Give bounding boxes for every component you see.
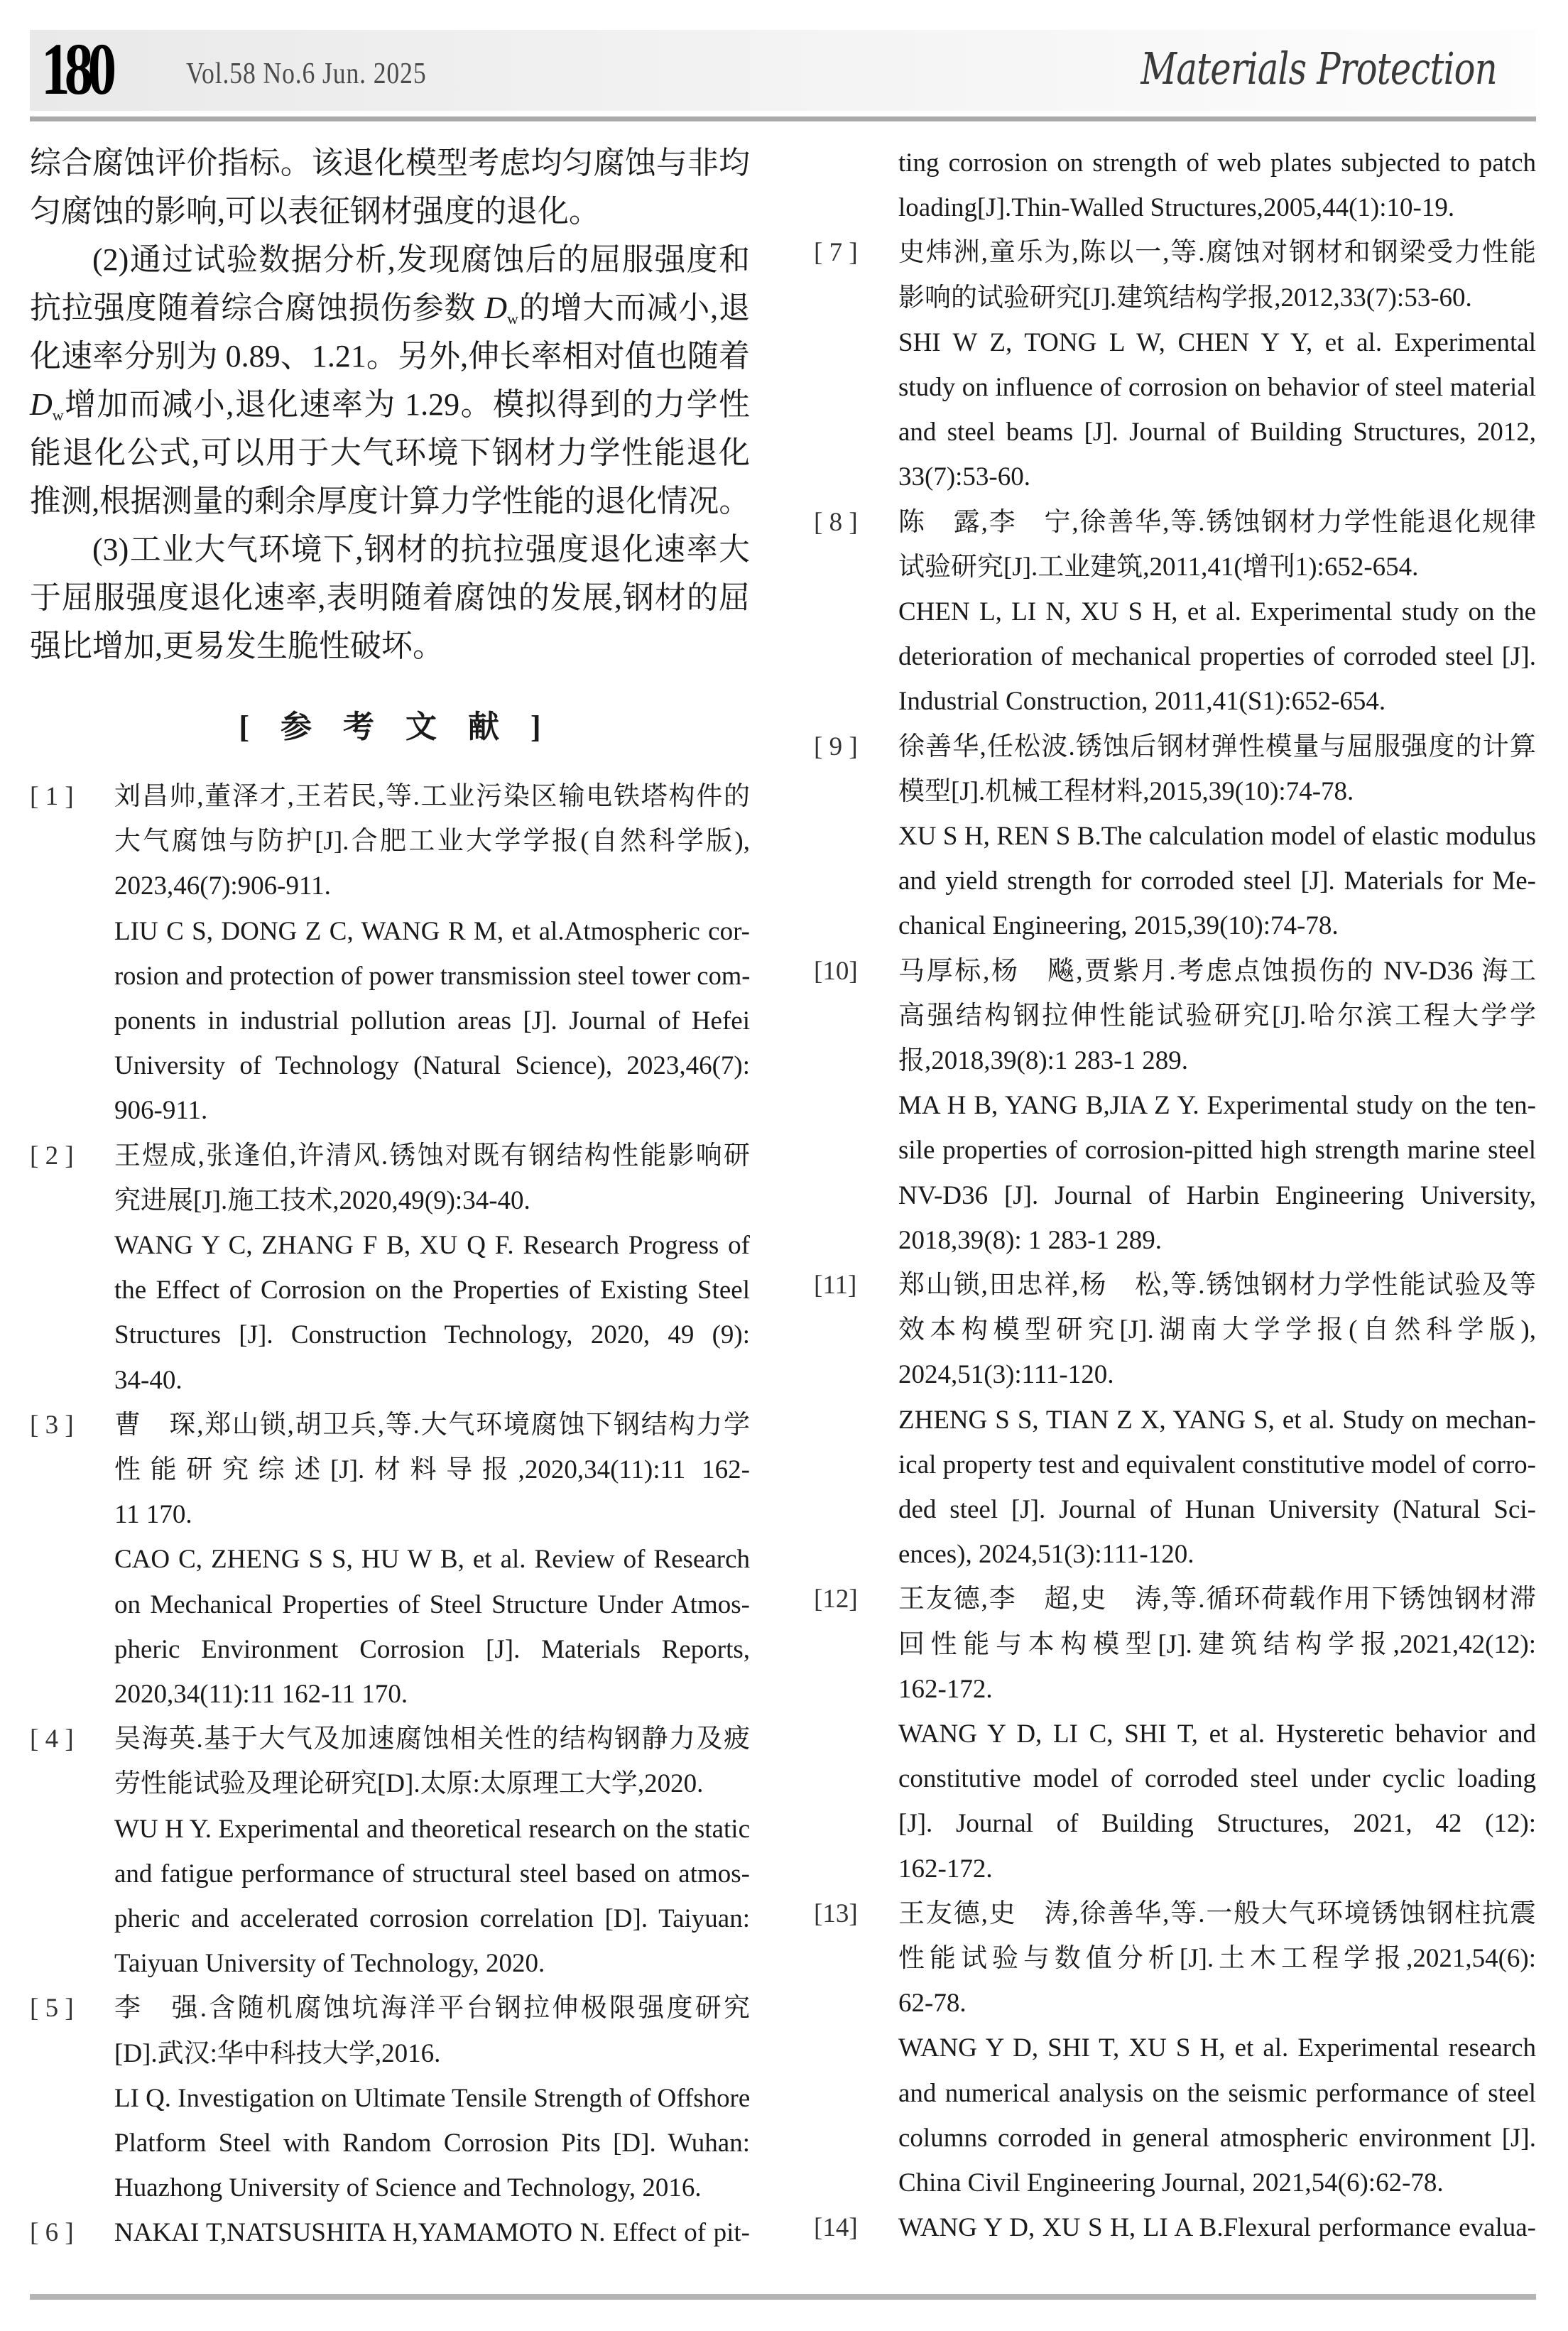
journal-name: Materials Protection (1140, 43, 1497, 94)
reference-en-line: 906-911. (114, 1096, 208, 1126)
reference-en-line: WANG Y D, LI C, SHI T, et al. Hysteretic behavior and (898, 1719, 1536, 1749)
body-text-line: 综合腐蚀评价指标。该退化模型考虑均匀腐蚀与非均 (30, 146, 750, 180)
variable-symbol: D (484, 290, 508, 325)
variable-symbol: D (30, 387, 53, 422)
reference-en-line: columns corroded in general atmospheric environment [J]. (898, 2123, 1536, 2153)
reference-en-line: LI Q. Investigation on Ultimate Tensile Strength of Offshore (114, 2083, 751, 2113)
reference-en-line: University of Technology (Natural Science), 2023,46(7): (114, 1051, 750, 1081)
reference-en-line: ences), 2024,51(3):111-120. (898, 1540, 1194, 1570)
text-segment: 的增大而减小,退 (518, 290, 751, 325)
reference-number: [ 8 ] (814, 507, 858, 537)
reference-en-line: and numerical analysis on the seismic performance of steel (898, 2078, 1536, 2108)
reference-en-line: deterioration of mechanical properties of corroded steel [J]. (898, 642, 1536, 672)
body-text-line: 强比增加,更易发生脆性破坏。 (30, 629, 444, 663)
reference-en-line: Huazhong University of Science and Technology, 2016. (114, 2173, 702, 2203)
text-segment: 增加而减小,退化速率为 1.29。模拟得到的力学性 (63, 387, 750, 422)
reference-en-line: ponents in industrial pollution areas [J]. Journal of Hefei (114, 1006, 750, 1036)
reference-en-line: and steel beams [J]. Journal of Building Structures, 2012, (898, 418, 1536, 447)
reference-en-line: and fatigue performance of structural steel based on atmos- (114, 1859, 750, 1889)
body-text-line (30, 284, 750, 332)
reference-en-line: CAO C, ZHENG S S, HU W B, et al. Review of Research (114, 1545, 750, 1575)
reference-cn-line: 王友德,史 涛,徐善华,等.一般大气环境锈蚀钢柱抗震 (898, 1898, 1536, 1928)
reference-cn-line: 究进展[J].施工技术,2020,49(9):34-40. (114, 1185, 530, 1215)
reference-cn-line: 劳性能试验及理论研究[D].太原:太原理工大学,2020. (114, 1769, 704, 1799)
reference-cn-line: 郑山锁,田忠祥,杨 松,等.锈蚀钢材力学性能试验及等 (898, 1271, 1536, 1300)
body-text-line: 匀腐蚀的影响,可以表征钢材强度的退化。 (30, 194, 600, 229)
reference-en-line: 2018,39(8): 1 283-1 289. (898, 1225, 1162, 1255)
reference-cn-line: 曹 琛,郑山锁,胡卫兵,等.大气环境腐蚀下钢结构力学 (114, 1410, 750, 1440)
body-text-line (30, 381, 750, 429)
reference-cn-line: 模型[J].机械工程材料,2015,39(10):74-78. (898, 776, 1354, 806)
footer-divider (30, 2294, 1536, 2300)
body-text-line: 推测,根据测量的剩余厚度计算力学性能的退化情况。 (30, 484, 750, 518)
text-segment: 抗拉强度随着综合腐蚀损伤参数 (30, 290, 485, 325)
reference-cn-line: 62-78. (898, 1989, 967, 2018)
reference-cn-line: 马厚标,杨 飚,贾紫月.考虑点蚀损伤的 NV-D36 海工 (898, 956, 1536, 986)
reference-cn-line: 162-172. (898, 1674, 993, 1704)
reference-en-line: study on influence of corrosion on behavior of steel material (898, 373, 1536, 402)
reference-cn-line: 11 170. (114, 1500, 192, 1530)
reference-en-line: CHEN L, LI N, XU S H, et al. Experimental study on the (898, 597, 1536, 626)
reference-en-line: WANG Y D, SHI T, XU S H, et al. Experimental research (898, 2033, 1536, 2063)
reference-en-line: NV-D36 [J]. Journal of Harbin Engineering University, (898, 1180, 1536, 1210)
reference-en-line: constitutive model of corroded steel under cyclic loading (898, 1764, 1536, 1794)
reference-en-line: the Effect of Corrosion on the Properties of Existing Steel (114, 1276, 750, 1305)
reference-number: [ 6 ] (30, 2218, 74, 2248)
page-number: 180 (41, 28, 111, 110)
reference-en-line: ical property test and equivalent constitutive model of corro- (898, 1450, 1536, 1479)
reference-en-line: Industrial Construction, 2011,41(S1):652-654. (898, 687, 1386, 717)
reference-en-line: Platform Steel with Random Corrosion Pits [D]. Wuhan: (114, 2129, 750, 2158)
reference-number: [13] (814, 1898, 858, 1928)
reference-en-line: NAKAI T,NATSUSHITA H,YAMAMOTO N. Effect of pit- (114, 2218, 750, 2248)
reference-en-line: ting corrosion on strength of web plates subjected to patch (898, 148, 1536, 178)
reference-cn-line: 效本构模型研究[J].湖南大学学报(自然科学版), (898, 1315, 1536, 1345)
reference-cn-line: 报,2018,39(8):1 283-1 289. (898, 1046, 1188, 1075)
reference-en-line: ded steel [J]. Journal of Hunan University (Natural Sci- (898, 1495, 1536, 1524)
reference-cn-line: 徐善华,任松波.锈蚀后钢材弹性模量与屈服强度的计算 (898, 732, 1536, 761)
reference-en-line: pheric and accelerated corrosion correlation [D]. Taiyuan: (114, 1904, 750, 1933)
reference-en-line: Taiyuan University of Technology, 2020. (114, 1949, 545, 1979)
reference-cn-line: 李 强.含随机腐蚀坑海洋平台钢拉伸极限强度研究 (114, 1994, 750, 2023)
reference-number: [ 2 ] (30, 1141, 74, 1170)
reference-en-line: sile properties of corrosion-pitted high strength marine steel (898, 1136, 1536, 1166)
reference-cn-line: 陈 露,李 宁,徐善华,等.锈蚀钢材力学性能退化规律 (898, 507, 1536, 537)
reference-cn-line: 试验研究[J].工业建筑,2011,41(增刊1):652-654. (898, 552, 1419, 582)
reference-en-line: and yield strength for corroded steel [J]. Materials for Me- (898, 866, 1536, 896)
reference-en-line: Structures [J]. Construction Technology, 2020, 49 (9): (114, 1320, 750, 1350)
reference-number: [11] (814, 1271, 857, 1300)
references-heading: [ 参 考 文 献 ] (239, 710, 541, 744)
reference-en-line: LIU C S, DONG Z C, WANG R M, et al.Atmospheric cor- (114, 916, 750, 946)
reference-en-line: XU S H, REN S B.The calculation model of elastic modulus (898, 822, 1536, 851)
body-text-line: 于屈服强度退化速率,表明随着腐蚀的发展,钢材的屈 (30, 580, 750, 615)
body-text-line: (3)工业大气环境下,钢材的抗拉强度退化速率大 (92, 532, 750, 567)
reference-cn-line: 2023,46(7):906-911. (114, 871, 331, 901)
body-text-line: 化速率分别为 0.89、1.21。另外,伸长率相对值也随着 (30, 339, 750, 374)
volume-issue-date: Vol.58 No.6 Jun. 2025 (186, 58, 427, 90)
reference-cn-line: 王友德,李 超,史 涛,等.循环荷载作用下锈蚀钢材滞 (898, 1585, 1536, 1614)
reference-number: [ 7 ] (814, 238, 858, 268)
reference-en-line: 33(7):53-60. (898, 462, 1030, 492)
reference-en-line: on Mechanical Properties of Steel Structure Under Atmos- (114, 1590, 750, 1619)
body-text-line: (2)通过试验数据分析,发现腐蚀后的屈服强度和 (92, 242, 750, 277)
reference-en-line: pheric Environment Corrosion [J]. Materials Reports, (114, 1634, 750, 1664)
variable-subscript: w (52, 406, 64, 424)
reference-number: [ 5 ] (30, 1994, 74, 2023)
reference-cn-line: 刘昌帅,董泽才,王若民,等.工业污染区输电铁塔构件的 (114, 782, 750, 811)
reference-cn-line: 高强结构钢拉伸性能试验研究[J].哈尔滨工程大学学 (898, 1001, 1536, 1031)
reference-en-line: chanical Engineering, 2015,39(10):74-78. (898, 911, 1339, 941)
reference-number: [ 3 ] (30, 1410, 74, 1440)
reference-cn-line: 史炜洲,童乐为,陈以一,等.腐蚀对钢材和钢梁受力性能 (898, 238, 1536, 268)
variable-subscript: w (507, 310, 518, 327)
reference-en-line: China Civil Engineering Journal, 2021,54(6):62-78. (898, 2168, 1444, 2197)
reference-en-line: WU H Y. Experimental and theoretical research on the static (114, 1814, 750, 1844)
reference-cn-line: 回性能与本构模型[J].建筑结构学报,2021,42(12): (898, 1629, 1536, 1659)
reference-en-line: loading[J].Thin-Walled Structures,2005,44(1):10-19. (898, 193, 1455, 223)
reference-en-line: [J]. Journal of Building Structures, 2021, 42 (12): (898, 1809, 1536, 1839)
reference-number: [10] (814, 956, 858, 986)
reference-cn-line: 2024,51(3):111-120. (898, 1360, 1114, 1390)
reference-en-line: WANG Y D, XU S H, LI A B.Flexural performance evalua- (898, 2213, 1536, 2243)
reference-cn-line: 性能试验与数值分析[J].土木工程学报,2021,54(6): (898, 1944, 1536, 1973)
reference-number: [ 9 ] (814, 732, 858, 761)
reference-number: [ 4 ] (30, 1724, 74, 1754)
reference-number: [14] (814, 2213, 858, 2243)
reference-cn-line: 王煜成,张逢伯,许清风.锈蚀对既有钢结构性能影响研 (114, 1141, 750, 1170)
body-text-line: 能退化公式,可以用于大气环境下钢材力学性能退化 (30, 435, 750, 470)
reference-cn-line: 影响的试验研究[J].建筑结构学报,2012,33(7):53-60. (898, 283, 1472, 313)
reference-cn-line: [D].武汉:华中科技大学,2016. (114, 2038, 441, 2068)
reference-en-line: WANG Y C, ZHANG F B, XU Q F. Research Progress of (114, 1231, 750, 1260)
reference-number: [12] (814, 1585, 858, 1614)
reference-en-line: SHI W Z, TONG L W, CHEN Y Y, et al. Experimental (898, 327, 1536, 357)
reference-en-line: rosion and protection of power transmission steel tower com- (114, 961, 751, 991)
reference-cn-line: 吴海英.基于大气及加速腐蚀相关性的结构钢静力及疲 (114, 1724, 750, 1754)
header-divider (30, 116, 1536, 121)
reference-cn-line: 性能研究综述[J].材料导报,2020,34(11):11 162- (114, 1455, 750, 1484)
reference-number: [ 1 ] (30, 782, 74, 811)
reference-en-line: 162-172. (898, 1854, 993, 1884)
reference-en-line: ZHENG S S, TIAN Z X, YANG S, et al. Study on mechan- (898, 1405, 1536, 1435)
reference-en-line: 2020,34(11):11 162-11 170. (114, 1680, 408, 1709)
reference-en-line: 34-40. (114, 1365, 183, 1395)
reference-cn-line: 大气腐蚀与防护[J].合肥工业大学学报(自然科学版), (114, 827, 750, 857)
reference-en-line: MA H B, YANG B,JIA Z Y. Experimental study on the ten- (898, 1091, 1536, 1121)
